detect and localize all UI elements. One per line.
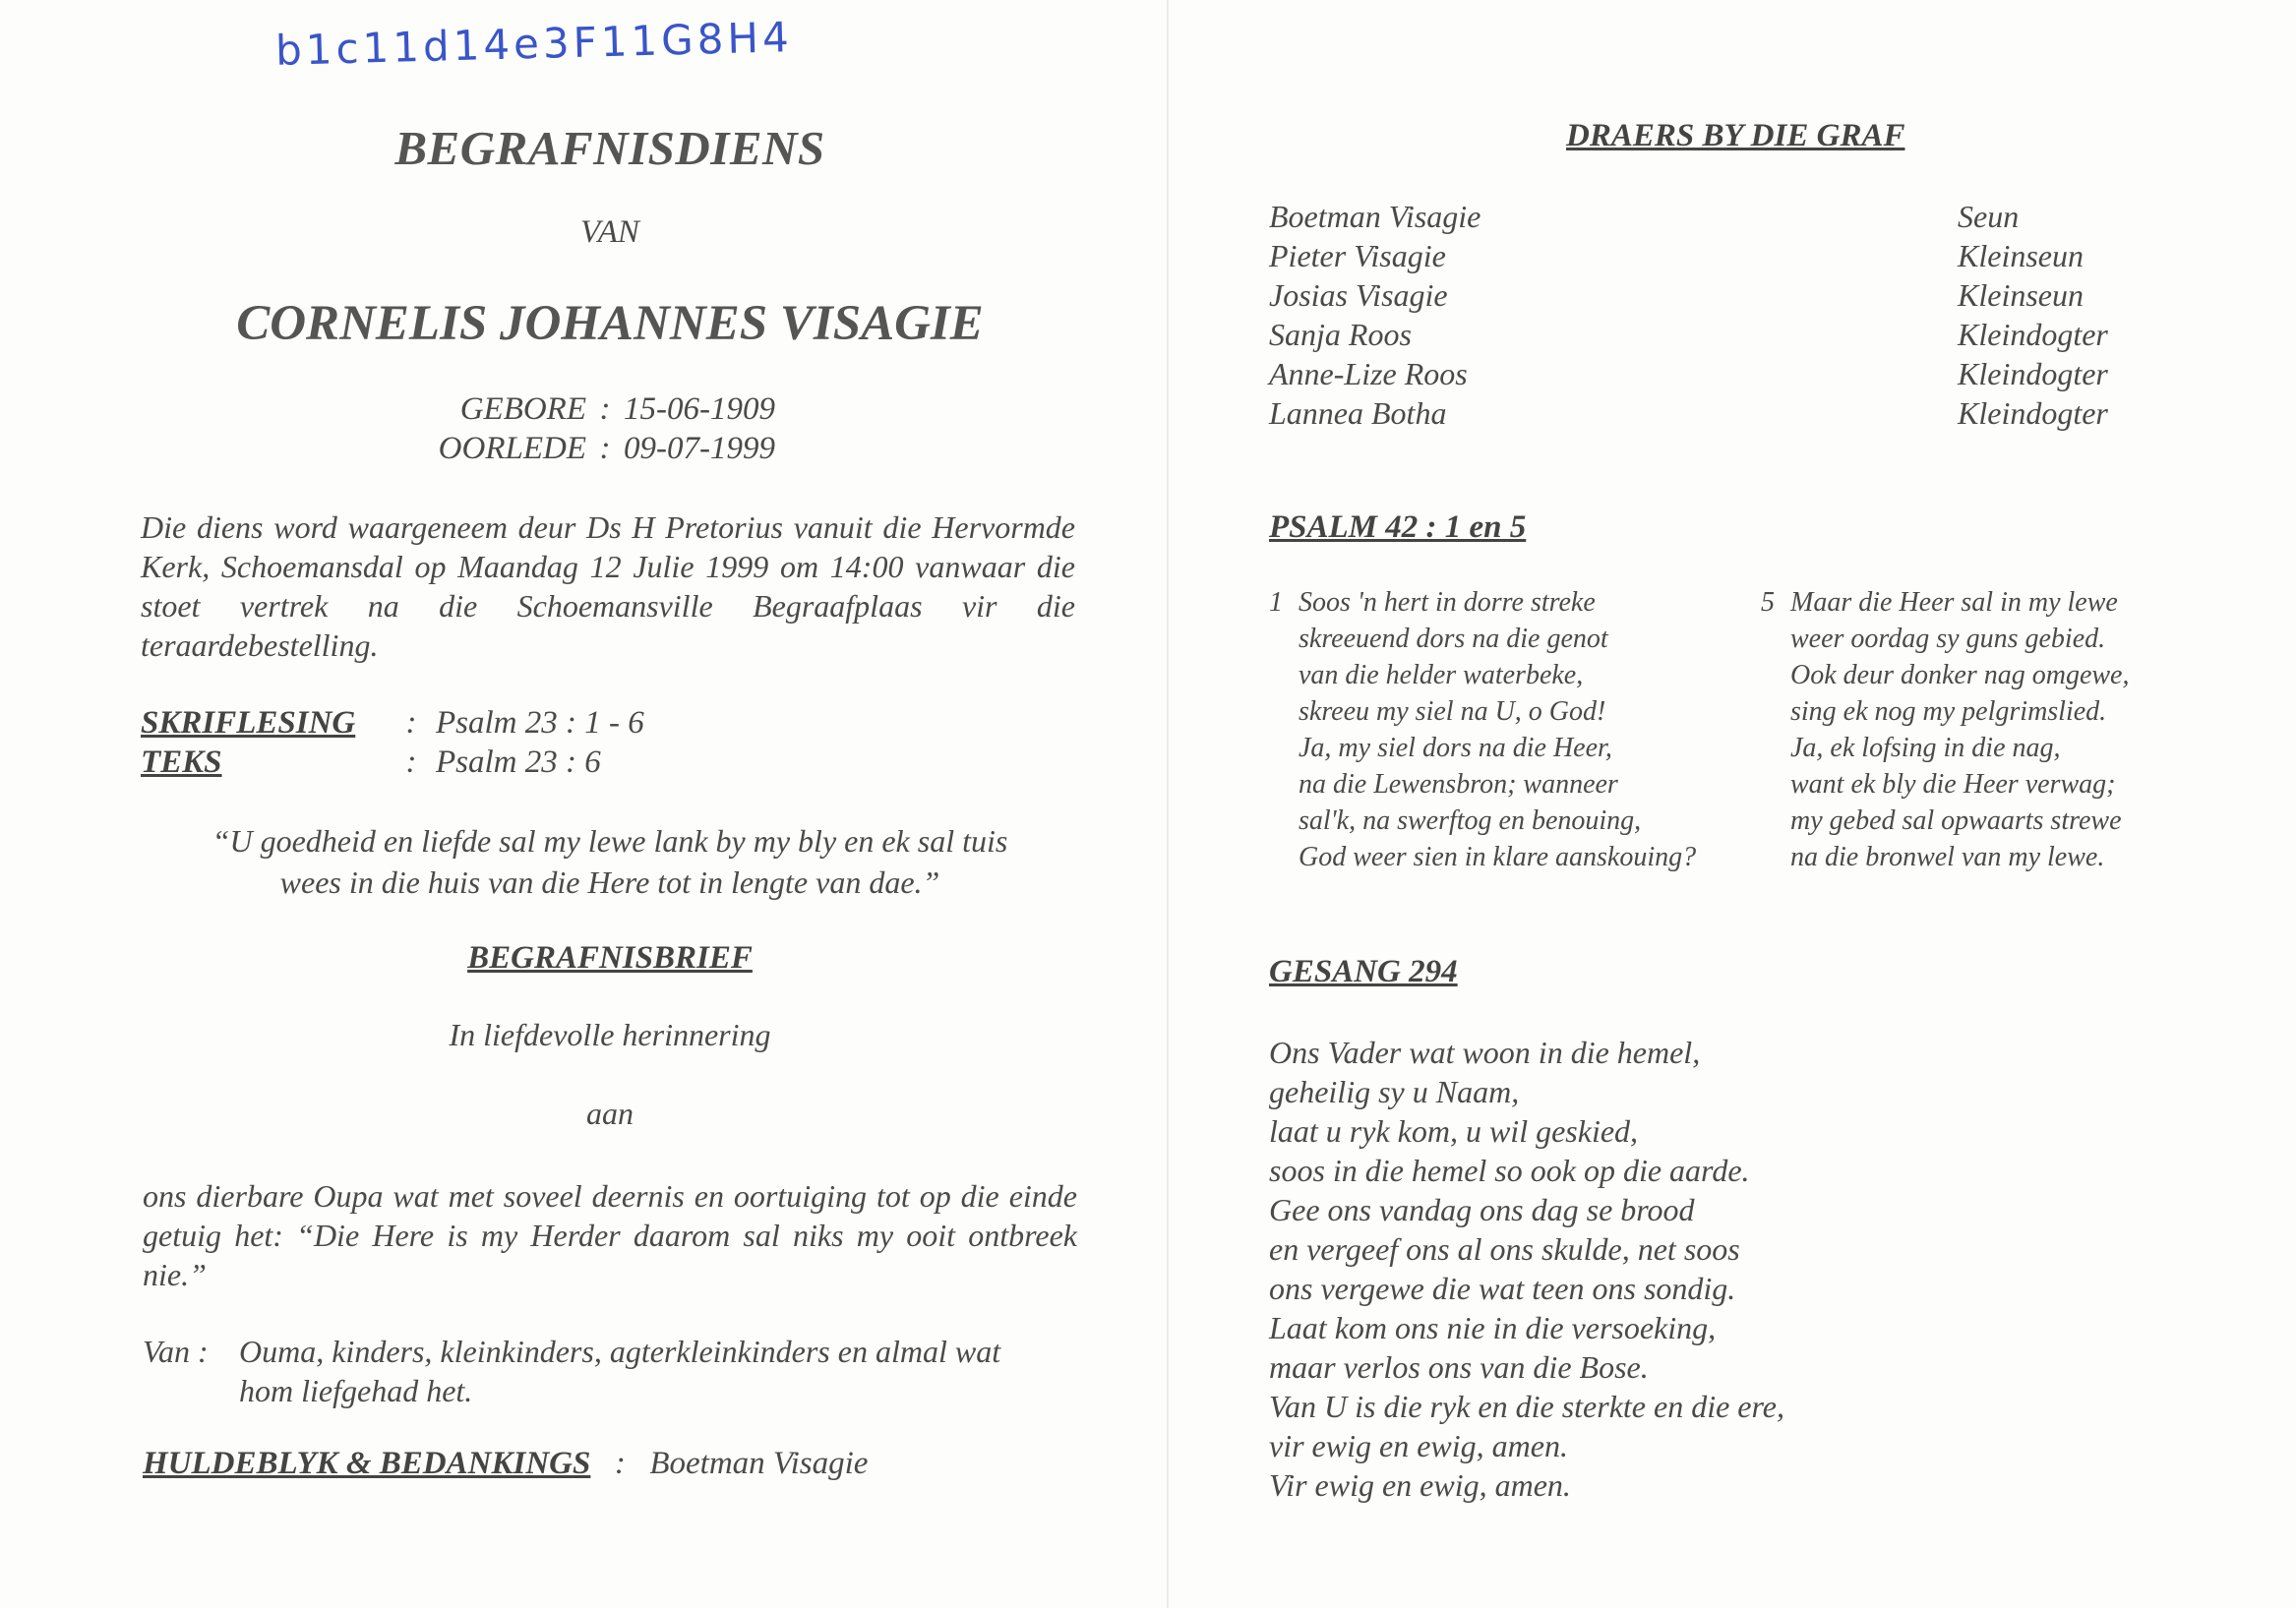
text-value: Psalm 23 : 6: [436, 744, 601, 780]
readings-block: [141, 703, 644, 782]
list-item: [1269, 236, 2154, 275]
hymn-line: Vir ewig en ewig, amen.: [1269, 1467, 1571, 1503]
bearers-list: [1269, 197, 2154, 433]
from-line: Ouma, kinders, kleinkinders, agterkleinkinders en almal wat: [239, 1334, 1001, 1369]
bearer-relation: Kleindogter: [1958, 317, 2108, 352]
bearer-name: Sanja Roos: [1269, 317, 1412, 352]
list-item: [1269, 315, 2154, 354]
verse-line: van die helder waterbeke,: [1299, 660, 1584, 690]
scripture-reading-value: Psalm 23 : 1 - 6: [436, 705, 644, 741]
scripture-reading-separator: :: [405, 705, 417, 741]
verse-line: sing ek nog my pelgrimslied.: [1790, 696, 2107, 727]
hymn-line: Ons Vader wat woon in die hemel,: [1269, 1035, 1701, 1070]
verse-line-text: Soos 'n hert in dorre streke: [1299, 587, 1596, 618]
bearer-relation: Kleinseun: [1958, 277, 2084, 313]
scripture-reading-row: [141, 703, 644, 743]
text-row: [141, 743, 644, 782]
from-label: Van :: [143, 1334, 209, 1369]
verse-line: [1269, 584, 1761, 621]
remembrance-line: In liefdevolle herinnering: [449, 1017, 771, 1052]
verse-number: 5: [1761, 587, 1775, 618]
hymn-line: soos in die hemel so ook op die aarde.: [1269, 1153, 1750, 1188]
hymn-line: geheilig sy u Naam,: [1269, 1074, 1520, 1109]
handwritten-annotation: b1c11d14e3F11G8H4: [274, 13, 794, 75]
quote-line: wees in die huis van die Here tot in lengte van dae.”: [279, 864, 940, 900]
verse-line: na die Lewensbron; wanneer: [1299, 769, 1618, 800]
verse-line: Ja, my siel dors na die Heer,: [1299, 733, 1612, 763]
birth-date-row: [393, 389, 775, 429]
from-line: hom liefgehad het.: [239, 1373, 473, 1408]
hymn-line: Laat kom ons nie in die versoeking,: [1269, 1310, 1717, 1345]
hymn-line: Gee ons vandag ons dag se brood: [1269, 1192, 1695, 1227]
psalm-verse-1: [1269, 584, 1761, 875]
bearer-relation: Kleinseun: [1958, 238, 2084, 273]
hymn-line: laat u ryk kom, u wil geskied,: [1269, 1113, 1639, 1149]
birth-separator: :: [599, 391, 611, 427]
death-date: 09-07-1999: [624, 431, 775, 466]
service-details: Die diens word waargeneem deur Ds H Pretorius vanuit die Hervormde Kerk, Schoemansdal op Maandag 12 Julie 1999 om 14:00 vanwaar die stoet vertrek na die Schoemansville Begraafplaas vir die teraardebestelling.: [141, 509, 1075, 663]
hymn-line: Van U is die ryk en die sterkte en die ere,: [1269, 1389, 1784, 1424]
verse-line: Ook deur donker nag omgewe,: [1790, 660, 2130, 690]
bearer-relation: Kleindogter: [1958, 356, 2108, 391]
verse-line: na die bronwel van my lewe.: [1790, 842, 2105, 872]
verse-line: skreeu my siel na U, o God!: [1299, 696, 1606, 727]
verse-line-text: Maar die Heer sal in my lewe: [1790, 587, 2118, 618]
bearer-relation: Kleindogter: [1958, 395, 2108, 431]
death-date-row: [393, 429, 775, 468]
hymn-line: maar verlos ons van die Bose.: [1269, 1349, 1649, 1385]
verse-line: weer oordag sy guns gebied.: [1790, 624, 2106, 654]
text-label: TEKS: [141, 744, 222, 780]
hymn-heading: GESANG 294: [1269, 954, 1458, 989]
death-label: OORLEDE: [438, 431, 586, 466]
quote-line: “U goedheid en liefde sal my lewe lank by my bly en ek sal tuis: [211, 823, 1008, 859]
birth-date: 15-06-1909: [624, 391, 775, 427]
hymn-text: [1269, 1033, 1784, 1505]
tributes-label: HULDEBLYK & BEDANKINGS: [143, 1446, 591, 1481]
text-separator: :: [405, 744, 417, 780]
verse-line: Ja, ek lofsing in die nag,: [1790, 733, 2061, 763]
scripture-reading-label: SKRIFLESING: [141, 705, 356, 741]
tributes-row: [143, 1446, 868, 1482]
deceased-name: CORNELIS JOHANNES VISAGIE: [236, 296, 984, 351]
birth-label: GEBORE: [459, 391, 586, 427]
verse-line: want ek bly die Heer verwag;: [1790, 769, 2116, 800]
service-title: BEGRAFNISDIENS: [394, 121, 825, 175]
tribute-text: ons dierbare Oupa wat met soveel deernis en oortuiging tot op die einde getuig het: “Die Here is my Herder daarom sal niks my ooit ontbreek nie.”: [143, 1178, 1077, 1292]
bearer-name: Pieter Visagie: [1269, 238, 1446, 273]
van-label: VAN: [580, 214, 639, 250]
hymn-line: ons vergewe die wat teen ons sondig.: [1269, 1271, 1736, 1306]
aan-line: aan: [586, 1096, 634, 1131]
tributes-separator: :: [614, 1446, 626, 1481]
bearer-name: Lannea Botha: [1269, 395, 1447, 431]
list-item: [1269, 393, 2154, 433]
psalm-verse-5: [1761, 584, 2194, 875]
bearers-heading: DRAERS BY DIE GRAF: [1566, 118, 1905, 153]
verse-number: 1: [1269, 587, 1283, 618]
verse-line: sal'k, na swerftog en benouing,: [1299, 805, 1642, 836]
hymn-line: vir ewig en ewig, amen.: [1269, 1428, 1568, 1463]
bearer-name: Boetman Visagie: [1269, 199, 1481, 234]
verse-line: God weer sien in klare aanskouing?: [1299, 842, 1697, 872]
verse-line: my gebed sal opwaarts strewe: [1790, 805, 2122, 836]
scripture-quote: [0, 820, 1220, 903]
psalm-heading: PSALM 42 : 1 en 5: [1269, 509, 1527, 545]
funeral-letter-heading: BEGRAFNISBRIEF: [467, 940, 753, 976]
verse-line: [1761, 584, 2194, 621]
tributes-value: Boetman Visagie: [649, 1446, 869, 1481]
list-item: [1269, 275, 2154, 315]
list-item: [1269, 197, 2154, 236]
verse-line: skreeuend dors na die genot: [1299, 624, 1608, 654]
hymn-line: en vergeef ons al ons skulde, net soos: [1269, 1231, 1740, 1267]
list-item: [1269, 354, 2154, 393]
bearer-relation: Seun: [1958, 199, 2020, 234]
death-separator: :: [599, 431, 611, 466]
dates-block: [393, 389, 775, 468]
from-block: [143, 1332, 1085, 1410]
bearer-name: Anne-Lize Roos: [1269, 356, 1468, 391]
psalm-verses: [1269, 584, 2194, 875]
bearer-name: Josias Visagie: [1269, 277, 1448, 313]
